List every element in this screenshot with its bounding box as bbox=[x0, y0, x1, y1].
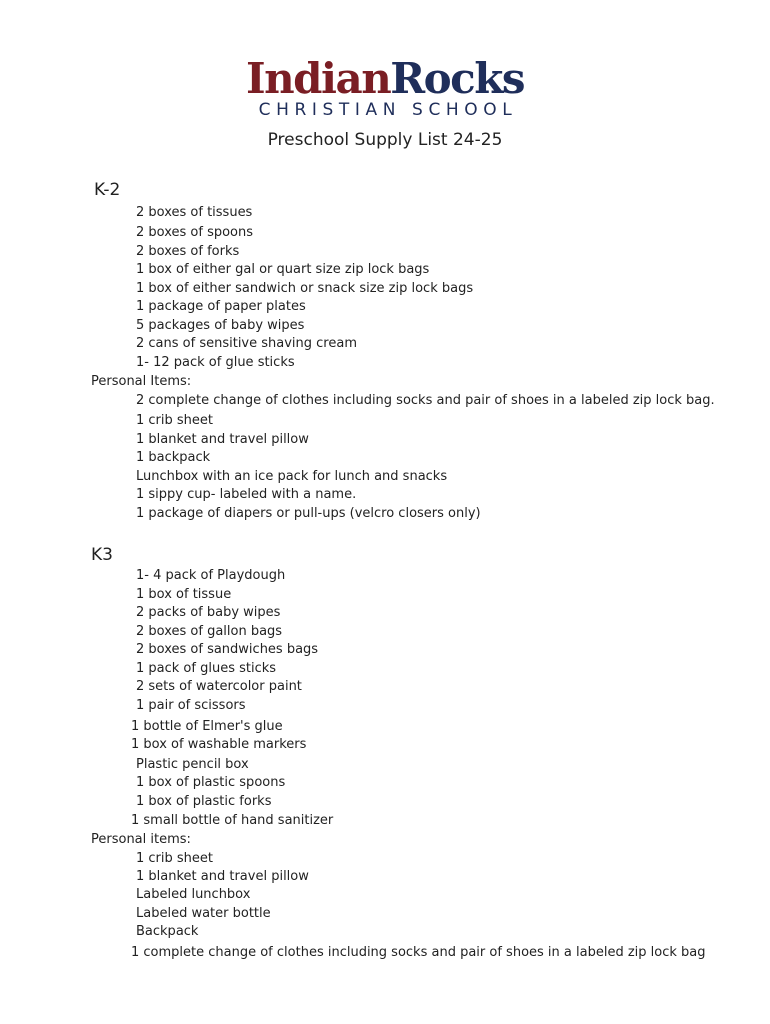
k3-item: 2 packs of baby wipes bbox=[136, 605, 281, 620]
k2-item: 2 cans of sensitive shaving cream bbox=[136, 336, 357, 351]
k2-item: 2 boxes of tissues bbox=[136, 205, 253, 220]
k3-item: 1- 4 pack of Playdough bbox=[136, 568, 286, 583]
school-logo bbox=[0, 56, 770, 120]
k2-item: 2 boxes of spoons bbox=[136, 225, 254, 240]
k3-item: 1 small bottle of hand sanitizer bbox=[131, 813, 334, 828]
k3-item: 1 pack of glues sticks bbox=[136, 661, 277, 676]
k3-item: 1 pair of scissors bbox=[136, 698, 246, 713]
k2-heading: K-2 bbox=[94, 180, 121, 200]
k3-item: 1 bottle of Elmer's glue bbox=[131, 719, 283, 734]
k3-personal-item: 1 complete change of clothes including socks and pair of shoes in a labeled zip lock bag bbox=[131, 945, 706, 960]
k3-item: 1 box of washable markers bbox=[131, 737, 307, 752]
k2-item: 1- 12 pack of glue sticks bbox=[136, 355, 295, 370]
logo-wordmark bbox=[0, 56, 770, 102]
k3-item: 1 box of plastic forks bbox=[136, 794, 272, 809]
logo-word-indian: Indian bbox=[245, 54, 391, 103]
k3-heading: K3 bbox=[91, 545, 113, 565]
k3-item: 2 boxes of gallon bags bbox=[136, 624, 283, 639]
k3-item: 1 box of tissue bbox=[136, 587, 232, 602]
k2-personal-label: Personal Items: bbox=[91, 374, 192, 389]
k3-personal-item: Labeled water bottle bbox=[136, 906, 271, 921]
k3-personal-item: Backpack bbox=[136, 924, 199, 939]
k3-personal-item: 1 blanket and travel pillow bbox=[136, 869, 309, 884]
k3-personal-item: Labeled lunchbox bbox=[136, 887, 251, 902]
logo-word-rocks: Rocks bbox=[390, 54, 524, 103]
k2-personal-item: 2 complete change of clothes including socks and pair of shoes in a labeled zip lock bag. bbox=[136, 393, 715, 408]
k2-item: 1 box of either sandwich or snack size zip lock bags bbox=[136, 281, 474, 296]
k2-item: 1 box of either gal or quart size zip lock bags bbox=[136, 262, 430, 277]
logo-subtitle: CHRISTIAN SCHOOL bbox=[258, 100, 518, 120]
k2-item: 5 packages of baby wipes bbox=[136, 318, 305, 333]
k3-item: 1 box of plastic spoons bbox=[136, 775, 286, 790]
k2-item: 2 boxes of forks bbox=[136, 244, 240, 259]
k2-personal-item: 1 crib sheet bbox=[136, 413, 213, 428]
k2-personal-item: 1 backpack bbox=[136, 450, 211, 465]
k3-item: 2 sets of watercolor paint bbox=[136, 679, 302, 694]
k3-personal-label: Personal items: bbox=[91, 832, 191, 847]
document-title: Preschool Supply List 24-25 bbox=[267, 130, 503, 150]
k3-item: Plastic pencil box bbox=[136, 757, 249, 772]
k2-item: 1 package of paper plates bbox=[136, 299, 306, 314]
k2-personal-item: 1 sippy cup- labeled with a name. bbox=[136, 487, 357, 502]
k3-item: 2 boxes of sandwiches bags bbox=[136, 642, 319, 657]
k2-personal-item: Lunchbox with an ice pack for lunch and snacks bbox=[136, 469, 448, 484]
k2-personal-item: 1 package of diapers or pull-ups (velcro closers only) bbox=[136, 506, 481, 521]
k2-personal-item: 1 blanket and travel pillow bbox=[136, 432, 309, 447]
k3-personal-item: 1 crib sheet bbox=[136, 851, 213, 866]
